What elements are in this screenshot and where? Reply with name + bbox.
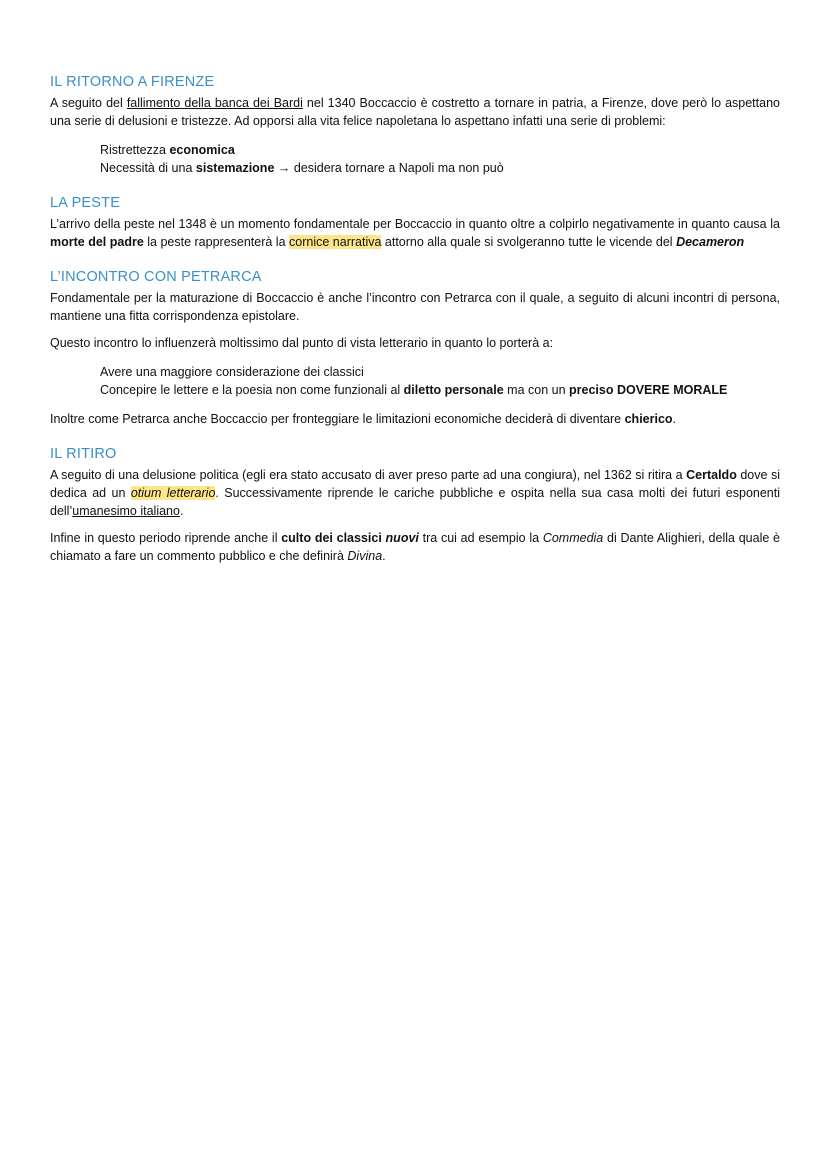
bold-italic-text: nuovi	[385, 531, 419, 545]
text-run: .	[382, 549, 386, 563]
text-run: tra cui ad esempio la	[418, 531, 543, 545]
bold-text: chierico	[624, 412, 673, 426]
paragraph	[50, 410, 780, 428]
underlined-text: fallimento della banca dei Bardi	[126, 96, 303, 110]
text-run: attorno alla quale si svolgeranno tutte le vicende del	[381, 235, 677, 249]
section-heading: IL RITORNO A FIRENZE	[50, 74, 215, 90]
section-heading: LA PESTE	[50, 195, 121, 211]
text-run: .	[672, 412, 677, 426]
list-item	[100, 381, 780, 399]
italic-text: Divina	[347, 549, 383, 563]
section-peste	[50, 193, 780, 251]
text-run: Avere una maggiore considerazione dei classici	[100, 365, 364, 379]
list-item	[100, 363, 780, 381]
section-ritiro	[50, 444, 780, 565]
text-run: di Dante Alighieri, della quale è chiamato a fare un commento pubblico e che definirà	[50, 531, 780, 563]
section-heading: L’INCONTRO CON PETRARCA	[50, 269, 262, 285]
highlighted-text: cornice narrativa	[289, 235, 382, 249]
paragraph: Fondamentale per la maturazione di Boccaccio è anche l’incontro con Petrarca con il quale, a seguito di alcuni incontri di persona, mantiene una fitta corrispondenza epistolare.	[50, 291, 780, 323]
text-run: dove si dedica ad un	[50, 468, 780, 500]
bold-text: preciso DOVERE MORALE	[569, 383, 728, 397]
paragraph	[50, 529, 780, 565]
text-run: A seguito del	[50, 96, 127, 110]
text-run: L’arrivo della peste nel 1348 è un momento fondamentale per Boccaccio in quanto oltre a colpirlo negativamente in quanto causa la	[50, 217, 780, 231]
list-item	[100, 141, 780, 159]
bold-text: morte del padre	[50, 235, 144, 249]
text-run: Necessità di una	[100, 161, 196, 175]
paragraph	[50, 215, 780, 251]
underlined-text: umanesimo italiano	[72, 504, 180, 518]
paragraph	[50, 94, 780, 130]
paragraph: Questo incontro lo influenzerà moltissimo dal punto di vista letterario in quanto lo porterà a:	[50, 336, 554, 350]
text-run: . Successivamente riprende le cariche pubbliche e ospita nella sua casa molti dei futuri esponenti dell’	[50, 486, 780, 518]
text-run: → desidera tornare a Napoli ma non può	[274, 161, 504, 175]
bold-text: diletto personale	[403, 383, 504, 397]
list-item	[100, 159, 780, 177]
italic-text: Commedia	[542, 531, 604, 545]
bold-text: culto dei classici	[281, 531, 386, 545]
bold-text: economica	[169, 143, 235, 157]
bold-text: sistemazione	[195, 161, 275, 175]
bold-text: Certaldo	[686, 468, 737, 482]
indented-list	[100, 363, 780, 399]
text-run: la peste rappresenterà la	[143, 235, 290, 249]
text-run: nel 1340 Boccaccio è costretto a tornare in patria, a Firenze, dove però lo aspettano una serie di delusioni e tristezze. Ad opporsi alla vita felice napoletana lo aspettano infatti una serie di problemi:	[50, 96, 780, 128]
text-run: ma con un	[503, 383, 570, 397]
text-run: Inoltre come Petrarca anche Boccaccio per fronteggiare le limitazioni economiche deciderà di diventare	[50, 412, 625, 426]
highlighted-italic-text: otium letterario	[130, 486, 216, 500]
section-incontro-petrarca	[50, 267, 780, 428]
text-run: .	[179, 504, 184, 518]
text-run: Concepire le lettere e la poesia non come funzionali al	[100, 383, 404, 397]
text-run: A seguito di una delusione politica (egli era stato accusato di aver preso parte ad una congiura), nel 1362 si ritira a	[50, 468, 687, 482]
text-run: Infine in questo periodo riprende anche il	[50, 531, 282, 545]
section-ritorno-firenze	[50, 72, 780, 177]
bold-italic-text: Decameron	[676, 235, 745, 249]
indented-list	[100, 141, 780, 177]
section-heading: IL RITIRO	[50, 446, 117, 462]
text-run: Ristrettezza	[100, 143, 170, 157]
paragraph	[50, 466, 780, 520]
